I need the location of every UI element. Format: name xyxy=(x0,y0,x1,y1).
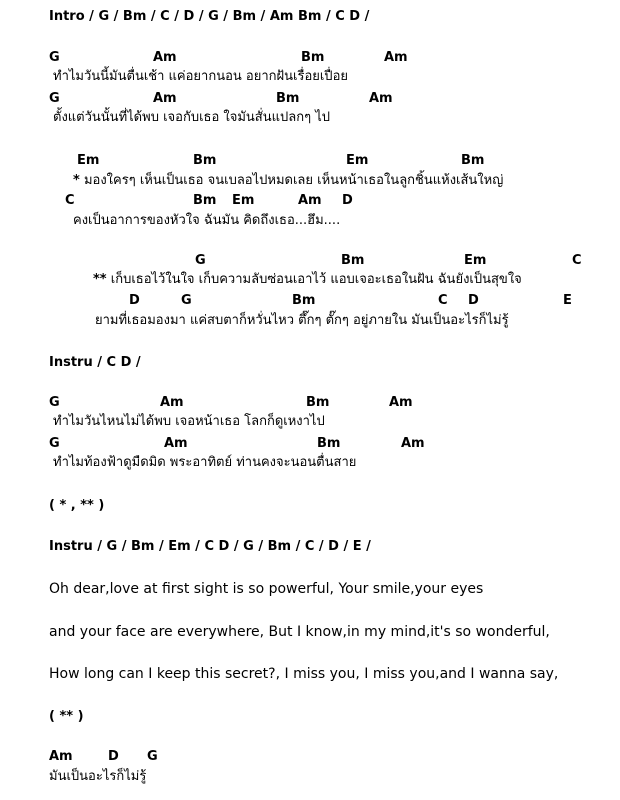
english-lyric-line: How long can I keep this secret?, I miss you, I miss you,and I wanna say, xyxy=(49,666,559,682)
section-marker: ** xyxy=(93,272,107,287)
chord: D xyxy=(342,193,353,208)
chord: Bm xyxy=(301,50,325,65)
chord: C xyxy=(572,253,582,268)
chord: D xyxy=(129,293,140,308)
chord: C xyxy=(65,193,75,208)
chord: G xyxy=(147,749,158,764)
repeat-marker: ( * , ** ) xyxy=(49,498,105,513)
repeat-marker: ( ** ) xyxy=(49,709,84,724)
lyric-line: ทำไมวันนี้มันตื่นเช้า แค่อยากนอน อยากฝันเรื่อยเปื่อย xyxy=(53,69,348,84)
chord: G xyxy=(49,50,60,65)
chord: Em xyxy=(77,153,100,168)
chord: G xyxy=(181,293,192,308)
chord: Bm xyxy=(317,436,341,451)
chord: Bm xyxy=(461,153,485,168)
chord: G xyxy=(195,253,206,268)
chord: Am xyxy=(369,91,393,106)
lyric-line xyxy=(73,173,503,189)
chord: Em xyxy=(232,193,255,208)
chord: G xyxy=(49,395,60,410)
chord: Bm xyxy=(193,153,217,168)
chord: D xyxy=(468,293,479,308)
intro-header: Intro / G / Bm / C / D / G / Bm / Am Bm / C D / xyxy=(49,9,370,24)
chord: Am xyxy=(384,50,408,65)
chord: Am xyxy=(49,749,73,764)
instrumental-header: Instru / C D / xyxy=(49,355,141,370)
lyric-line: ตั้งแต่วันนั้นที่ได้พบ เจอกับเธอ ใจมันสั่นแปลกๆ ไป xyxy=(53,110,330,125)
chord: E xyxy=(563,293,572,308)
chord: C xyxy=(438,293,448,308)
english-lyric-line: and your face are everywhere, But I know,in my mind,it's so wonderful, xyxy=(49,624,550,640)
lyric-text: เก็บเธอไว้ในใจ เก็บความลับซ่อนเอาไว้ แอบเจอะเธอในฝัน ฉันยังเป็นสุขใจ xyxy=(110,272,522,287)
chord: G xyxy=(49,436,60,451)
chord: Bm xyxy=(341,253,365,268)
chord: Bm xyxy=(292,293,316,308)
chord: Em xyxy=(464,253,487,268)
lyric-text: มองใครๆ เห็นเป็นเธอ จนเบลอไปหมดเลย เห็นหน้าเธอในลูกชิ้นแห้งเส้นใหญ่ xyxy=(83,173,504,188)
chord: Em xyxy=(346,153,369,168)
section-marker: * xyxy=(73,173,80,188)
chord: Bm xyxy=(276,91,300,106)
chord: Am xyxy=(153,50,177,65)
chord: D xyxy=(108,749,119,764)
instrumental-header: Instru / G / Bm / Em / C D / G / Bm / C / D / E / xyxy=(49,539,371,554)
chord: Am xyxy=(298,193,322,208)
chord: Bm xyxy=(306,395,330,410)
chord: Am xyxy=(160,395,184,410)
chord: Am xyxy=(164,436,188,451)
lyric-line xyxy=(93,272,522,288)
chord: Am xyxy=(389,395,413,410)
lyric-line: คงเป็นอาการของหัวใจ ฉันมัน คิดถึงเธอ...ฮึม.... xyxy=(73,213,341,228)
english-lyric-line: Oh dear,love at first sight is so powerful, Your smile,your eyes xyxy=(49,581,484,597)
lyric-line: ทำไมท้องฟ้าดูมืดมิด พระอาทิตย์ ท่านคงจะนอนตื่นสาย xyxy=(53,455,357,470)
chord: Am xyxy=(153,91,177,106)
chord: G xyxy=(49,91,60,106)
lyric-line: ยามที่เธอมองมา แค่สบตาก็หวั่นไหว ตึ๊กๆ ตั๊กๆ อยู่ภายใน มันเป็นอะไรก็ไม่รู้ xyxy=(95,313,509,328)
lyric-line: มันเป็นอะไรก็ไม่รู้ xyxy=(49,769,147,784)
chord: Bm xyxy=(193,193,217,208)
chord: Am xyxy=(401,436,425,451)
lyric-line: ทำไมวันไหนไม่ได้พบ เจอหน้าเธอ โลกก็ดูเหงาไป xyxy=(53,414,325,429)
